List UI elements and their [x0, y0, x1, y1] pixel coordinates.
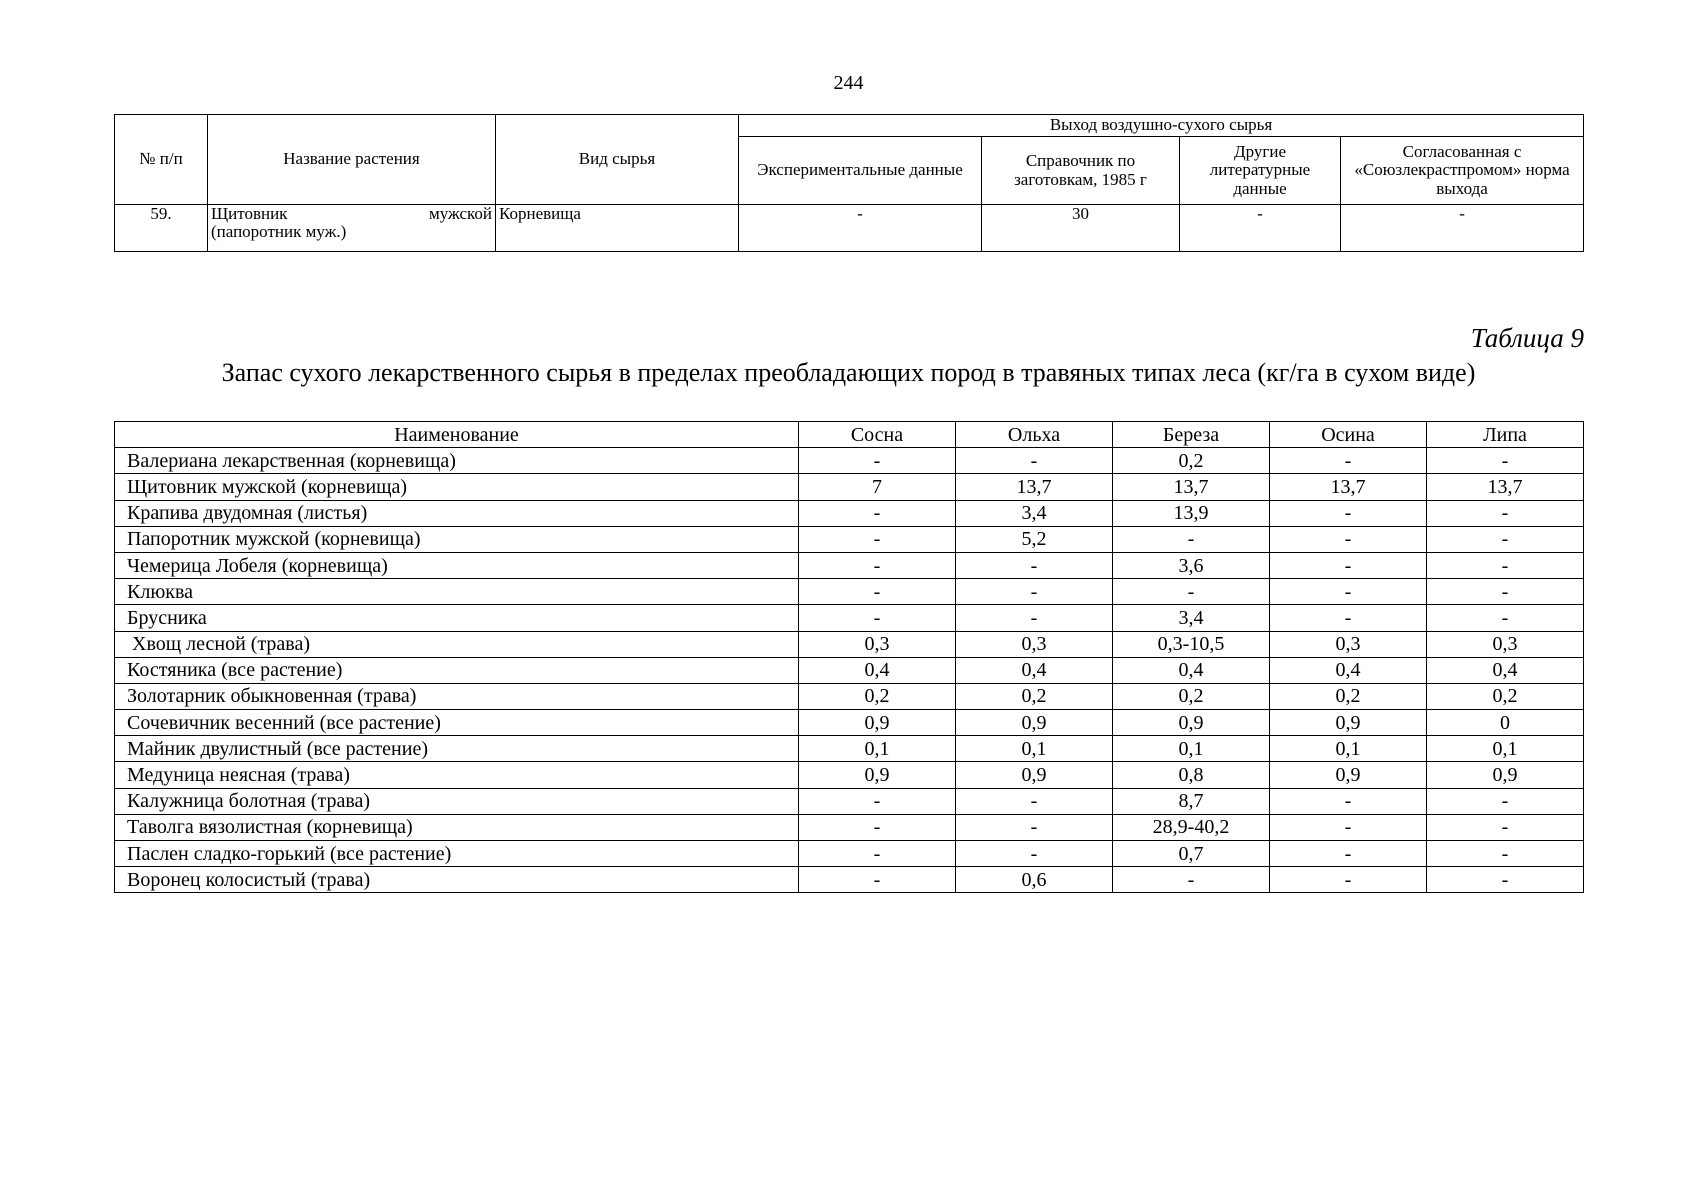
table-row	[115, 605, 1584, 631]
col-header-birch: Береза	[1113, 422, 1270, 448]
row-value: -	[1270, 841, 1427, 867]
header-raw-type: Вид сырья	[496, 115, 739, 205]
row-value: 13,7	[1427, 474, 1584, 500]
row-value: 0,7	[1113, 841, 1270, 867]
row-name: Папоротник мужской (корневища)	[115, 526, 799, 552]
row-name: Паслен сладко-горький (все растение)	[115, 841, 799, 867]
header-num: № п/п	[115, 115, 208, 205]
row-name: Таволга вязолистная (корневища)	[115, 814, 799, 840]
row-name: Щитовник мужской (корневища)	[115, 474, 799, 500]
row-value: -	[1270, 552, 1427, 578]
row-value: -	[956, 448, 1113, 474]
row-value: 0,8	[1113, 762, 1270, 788]
row-value: 0,9	[799, 762, 956, 788]
row-value: -	[1270, 605, 1427, 631]
row-name: Золотарник обыкновенная (трава)	[115, 683, 799, 709]
page-number: 244	[833, 72, 864, 94]
col-header-name: Наименование	[115, 422, 799, 448]
table-row	[115, 552, 1584, 578]
row-name: Брусника	[115, 605, 799, 631]
row-value: 0,2	[956, 683, 1113, 709]
row-value: 0	[1427, 710, 1584, 736]
row-name: Медуница неясная (трава)	[115, 762, 799, 788]
row-num: 59.	[115, 205, 208, 252]
header-plant-name: Название растения	[208, 115, 496, 205]
row-value: -	[1427, 579, 1584, 605]
row-value: 0,9	[799, 710, 956, 736]
row-value: 0,3	[799, 631, 956, 657]
row-value: -	[1180, 205, 1341, 252]
row-value: -	[1270, 867, 1427, 893]
row-value: -	[799, 448, 956, 474]
row-value: -	[1270, 448, 1427, 474]
table-row	[115, 710, 1584, 736]
row-value: 0,9	[956, 710, 1113, 736]
row-value: 3,6	[1113, 552, 1270, 578]
row-value: -	[1427, 841, 1584, 867]
table-header-row	[115, 422, 1584, 448]
row-value: 0,2	[1270, 683, 1427, 709]
row-value: -	[1270, 500, 1427, 526]
row-value: -	[1427, 552, 1584, 578]
row-value: 28,9-40,2	[1113, 814, 1270, 840]
row-value: -	[799, 526, 956, 552]
row-value: 3,4	[1113, 605, 1270, 631]
row-value: -	[956, 579, 1113, 605]
table-row	[115, 788, 1584, 814]
header-reference-1985: Справочник по заготовкам, 1985 г	[982, 137, 1180, 205]
row-value: 0,9	[1270, 762, 1427, 788]
row-value: -	[799, 788, 956, 814]
row-name: Калужница болотная (трава)	[115, 788, 799, 814]
table-row	[115, 683, 1584, 709]
row-value: 0,3	[1270, 631, 1427, 657]
row-value: -	[799, 500, 956, 526]
col-header-aspen: Осина	[1270, 422, 1427, 448]
row-value: 0,4	[956, 657, 1113, 683]
row-value: 0,3	[956, 631, 1113, 657]
row-value: -	[1427, 814, 1584, 840]
row-value: 0,3	[1427, 631, 1584, 657]
row-plant-name: Щитовник мужской (папоротник муж.)	[208, 205, 496, 252]
row-value: -	[1427, 788, 1584, 814]
row-value: -	[956, 814, 1113, 840]
table-9	[114, 421, 1584, 893]
table-row	[115, 474, 1584, 500]
row-value: -	[956, 605, 1113, 631]
row-value: -	[956, 841, 1113, 867]
table-row	[115, 526, 1584, 552]
col-header-pine: Сосна	[799, 422, 956, 448]
row-value: 0,2	[799, 683, 956, 709]
row-value: -	[956, 788, 1113, 814]
row-name: Воронец колосистый (трава)	[115, 867, 799, 893]
table-row	[115, 579, 1584, 605]
row-value: -	[799, 841, 956, 867]
row-name: Сочевичник весенний (все растение)	[115, 710, 799, 736]
header-yield-group: Выход воздушно-сухого сырья	[739, 115, 1584, 137]
row-value: 0,9	[1427, 762, 1584, 788]
row-value: 8,7	[1113, 788, 1270, 814]
row-value: -	[1341, 205, 1584, 252]
row-value: -	[1113, 579, 1270, 605]
row-value: 0,4	[1270, 657, 1427, 683]
row-value: -	[799, 579, 956, 605]
table-row	[115, 448, 1584, 474]
row-value: 0,1	[1427, 736, 1584, 762]
row-value: -	[1270, 788, 1427, 814]
row-value: 0,9	[956, 762, 1113, 788]
row-value: -	[1113, 867, 1270, 893]
row-value: -	[1427, 526, 1584, 552]
row-value: -	[1427, 867, 1584, 893]
col-header-alder: Ольха	[956, 422, 1113, 448]
row-value: 13,7	[956, 474, 1113, 500]
row-value: 0,4	[1427, 657, 1584, 683]
row-name: Майник двулистный (все растение)	[115, 736, 799, 762]
row-value: -	[799, 867, 956, 893]
table-row	[115, 631, 1584, 657]
row-value: -	[1270, 814, 1427, 840]
row-value: 13,7	[1270, 474, 1427, 500]
row-value: 13,9	[1113, 500, 1270, 526]
table-title: Запас сухого лекарственного сырья в пределах преобладающих пород в травяных типах леса (кг/га в сухом виде)	[221, 358, 1476, 387]
row-value: -	[1270, 526, 1427, 552]
row-value: 0,1	[956, 736, 1113, 762]
row-name: Клюква	[115, 579, 799, 605]
row-value: 0,9	[1270, 710, 1427, 736]
table-row	[115, 500, 1584, 526]
row-value: -	[799, 605, 956, 631]
row-value: -	[739, 205, 982, 252]
row-value: 0,1	[799, 736, 956, 762]
table-row	[115, 762, 1584, 788]
row-value: 5,2	[956, 526, 1113, 552]
table-row	[115, 814, 1584, 840]
row-value: 0,6	[956, 867, 1113, 893]
row-value: -	[956, 552, 1113, 578]
row-name: Костяника (все растение)	[115, 657, 799, 683]
row-value: 30	[982, 205, 1180, 252]
row-value: 0,2	[1427, 683, 1584, 709]
row-name: Крапива двудомная (листья)	[115, 500, 799, 526]
table-row	[115, 841, 1584, 867]
row-value: -	[1427, 500, 1584, 526]
row-value: 0,4	[799, 657, 956, 683]
row-value: 7	[799, 474, 956, 500]
row-value: 13,7	[1113, 474, 1270, 500]
table-label: Таблица 9	[1470, 323, 1584, 353]
row-name: Чемерица Лобеля (корневища)	[115, 552, 799, 578]
row-value: -	[1427, 448, 1584, 474]
row-value: 0,1	[1270, 736, 1427, 762]
table-row	[115, 736, 1584, 762]
header-experimental: Экспериментальные данные	[739, 137, 982, 205]
row-value: 0,2	[1113, 683, 1270, 709]
table-row	[115, 657, 1584, 683]
row-value: 0,1	[1113, 736, 1270, 762]
row-value: 0,3-10,5	[1113, 631, 1270, 657]
header-agreed-norm: Согласованная с «Союзлекрастпромом» норма выхода	[1341, 137, 1584, 205]
row-name: Валериана лекарственная (корневища)	[115, 448, 799, 474]
row-raw-type: Корневища	[496, 205, 739, 252]
table-row	[115, 205, 1584, 252]
col-header-linden: Липа	[1427, 422, 1584, 448]
row-value: -	[799, 552, 956, 578]
row-name: Хвощ лесной (трава)	[115, 631, 799, 657]
row-value: 3,4	[956, 500, 1113, 526]
table-row	[115, 867, 1584, 893]
row-value: 0,9	[1113, 710, 1270, 736]
row-value: -	[799, 814, 956, 840]
row-value: -	[1270, 579, 1427, 605]
row-value: -	[1427, 605, 1584, 631]
row-value: -	[1113, 526, 1270, 552]
row-value: 0,2	[1113, 448, 1270, 474]
row-value: 0,4	[1113, 657, 1270, 683]
header-other-literature: Другие литературные данные	[1180, 137, 1341, 205]
table-continuation	[114, 114, 1584, 252]
